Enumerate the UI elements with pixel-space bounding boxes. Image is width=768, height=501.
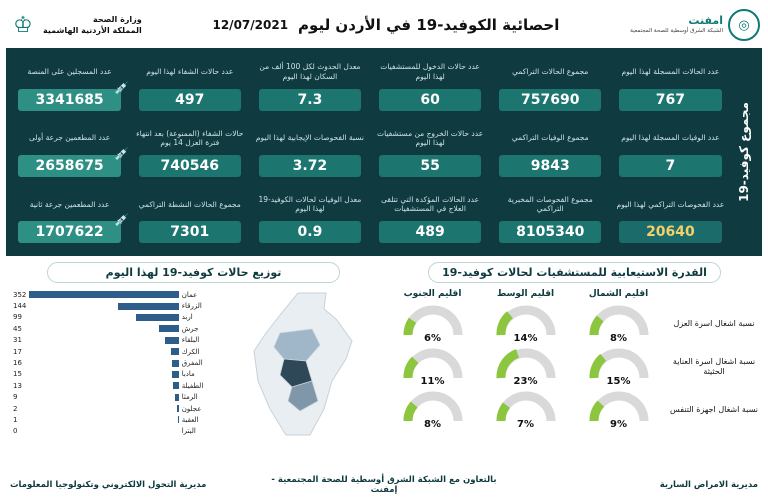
stat-value: 740546: [139, 155, 241, 177]
gauge-row-label-ventilators: نسبة اشغال اجهزة التنفس: [670, 404, 758, 414]
case-distribution-panel: [6, 262, 381, 462]
region-header-south: اقليم الجنوب: [403, 289, 462, 299]
stat-value: 60: [379, 89, 481, 111]
bar-row: [10, 323, 219, 334]
stat-label: مجموع الحالات النشطة التراكمي: [138, 199, 241, 209]
stat-cell: [252, 120, 367, 181]
jordan-map: [223, 289, 377, 439]
bar-value: 144: [13, 302, 27, 311]
region-header-north: اقليم الشمال: [588, 289, 649, 299]
bar-value: 31: [13, 336, 22, 345]
report-date: 12/07/2021: [212, 18, 289, 32]
bar-row: [10, 312, 219, 323]
gauge-middle-isolation: [480, 303, 571, 344]
gauge-arc: [588, 303, 650, 337]
gauge-value: 8%: [610, 333, 627, 344]
gauge-value: 9%: [610, 419, 627, 430]
bar-row: [10, 369, 219, 380]
stat-value: 2658675: [18, 155, 120, 177]
stat-value: 497: [139, 89, 241, 111]
bar-value: 2: [13, 404, 18, 413]
bar-value: 13: [13, 381, 22, 390]
stat-cell: [613, 54, 728, 115]
bottom-section: [6, 262, 762, 462]
stat-label: معدل الحدوث لكل 100 ألف من السكان لهذا اليوم: [259, 62, 361, 81]
stat-label: حالات الشفاء (الممنوعة) بعد انتهاء فترة العزل 14 يوم: [136, 128, 244, 147]
bar-row: [10, 403, 219, 414]
bar-value: 0: [13, 427, 18, 436]
stat-cell: [252, 187, 367, 248]
bar-label: البترا: [181, 427, 196, 436]
emphnet-logo-name: امفنت: [688, 14, 723, 28]
case-distribution-title: توزيع حالات كوفيد-19 لهذا اليوم: [47, 262, 340, 283]
stat-value: 8105340: [499, 221, 601, 243]
gauge-arc: [402, 303, 464, 337]
bar-value: 45: [13, 324, 22, 333]
bar-label: مادبا: [181, 370, 195, 379]
bar-chart: [10, 289, 219, 439]
stat-label: عدد حالات الدخول للمستشفيات لهذا اليوم: [380, 62, 480, 81]
stat-cell: [373, 187, 488, 248]
bar-row: [10, 414, 219, 425]
stat-value: 3341685: [18, 89, 120, 111]
stat-label: عدد الوفيات المسجلة لهذا اليوم: [621, 133, 720, 143]
gauge-south-icu: [387, 346, 478, 387]
stat-value: 1707622: [18, 221, 120, 243]
gauge-north-ventilators: [573, 389, 664, 430]
syringe-icon: 💉: [114, 213, 130, 228]
bar-row: [10, 357, 219, 368]
syringe-icon: 💉: [114, 80, 130, 95]
stat-cell: [493, 54, 608, 115]
kingdom-name: المملكة الأردنية الهاشمية: [43, 26, 142, 35]
gauge-arc: [495, 303, 557, 337]
stat-value: 489: [379, 221, 481, 243]
band-side-label: مجموع كوفيد-19: [737, 102, 751, 202]
stat-label: نسبة الفحوصات الإيجابية لهذا اليوم: [255, 133, 364, 143]
stat-value: 9843: [499, 155, 601, 177]
stat-cell-platform-registered: [12, 54, 130, 115]
gauge-south-isolation: [387, 303, 478, 344]
bar-label: عجلون: [181, 404, 202, 413]
stat-cell: [493, 120, 608, 181]
stat-cell: [373, 54, 488, 115]
crown-icon: ♔: [13, 12, 33, 38]
footer-center: بالتعاون مع الشبكة الشرق أوسطية للصحة المجتمعية - إمفنت: [271, 475, 497, 495]
gauge-arc: [495, 346, 557, 380]
stat-value: 7: [619, 155, 721, 177]
syringe-icon: 💉: [114, 146, 130, 161]
bar-label: جرش: [181, 324, 199, 333]
gauge-row-label-icu: نسبة اشغال اسرة العناية الحثيثة: [672, 356, 756, 376]
page-title: احصائية الكوفيد-19 في الأردن ليوم: [298, 16, 560, 34]
bar-value: 17: [13, 347, 22, 356]
bar-label: العقبة: [181, 415, 199, 424]
stat-cell: [613, 120, 728, 181]
stat-cell: [132, 187, 247, 248]
stat-value: 7301: [139, 221, 241, 243]
stat-label: عدد الحالات المؤكدة التي تتلقى العلاج في المستشفيات: [381, 194, 480, 214]
gauge-arc: [588, 389, 650, 423]
stat-value: 20640: [619, 221, 721, 243]
stat-cell-second-dose: [12, 187, 130, 248]
gauge-arc: [588, 346, 650, 380]
bar-label: المفرق: [181, 359, 203, 368]
stat-cell: [493, 187, 608, 248]
gauge-value: 7%: [517, 419, 534, 430]
jordan-map-svg: [240, 289, 360, 439]
bar-value: 15: [13, 370, 22, 379]
hospital-capacity-panel: [387, 262, 762, 462]
gauge-value: 11%: [420, 376, 445, 387]
bar-label: الرمثا: [181, 393, 198, 402]
bar-row: [10, 335, 219, 346]
bar-row: [10, 392, 219, 403]
stat-label: عدد المسجلين على المنصة: [27, 66, 112, 76]
gauge-value: 6%: [424, 333, 441, 344]
emphnet-logo-icon: ◎: [728, 9, 760, 41]
gauge-value: 8%: [424, 419, 441, 430]
stat-cell-first-dose: [12, 120, 130, 181]
bar-row: [10, 426, 219, 437]
footer-right: [509, 480, 758, 490]
bar-value: 352: [13, 290, 27, 299]
footer-right-text: الامراض السارية: [659, 480, 729, 490]
bar-row: [10, 289, 219, 300]
gauge-south-ventilators: [387, 389, 478, 430]
footer: [0, 471, 768, 501]
stat-value: 3.72: [259, 155, 361, 177]
bar-value: 9: [13, 393, 18, 402]
gauge-north-icu: [573, 346, 664, 387]
header: [0, 0, 768, 46]
stat-cell: [132, 54, 247, 115]
ministry-name: وزارة الصحة: [93, 14, 142, 24]
footer-left: مديرية التحول الالكتروني وتكنولوجيا المعلومات: [10, 480, 207, 490]
gauge-arc: [495, 389, 557, 423]
bar-row: [10, 346, 219, 357]
stat-label: مجموع الفحوصات المخبرية التراكمي: [507, 194, 593, 214]
stat-value: 55: [379, 155, 481, 177]
emphnet-logo-subtitle: الشبكة الشرق أوسطية للصحة المجتمعية: [630, 27, 723, 34]
stat-cell: [252, 54, 367, 115]
bar-value: 1: [13, 415, 18, 424]
gauge-middle-icu: [480, 346, 571, 387]
emphnet-logo: [630, 9, 760, 41]
stat-cell: [132, 120, 247, 181]
stat-label: عدد المطعمين جرعة ثانية: [29, 199, 110, 209]
bar-label: الطفيلة: [181, 381, 204, 390]
ministry-logo: [8, 10, 142, 40]
bar-label: اربد: [181, 313, 193, 322]
stat-label: عدد حالات الشفاء لهذا اليوم: [146, 66, 234, 76]
bar-label: البلقاء: [181, 336, 200, 345]
region-header-middle: اقليم الوسط: [496, 289, 555, 299]
gauge-arc: [402, 346, 464, 380]
bar-row: [10, 380, 219, 391]
stat-cell: [613, 187, 728, 248]
gauge-value: 15%: [606, 376, 631, 387]
stat-label: معدل الوفيات لحالات الكوفيد-19 لهذا اليوم: [258, 194, 362, 214]
bar-label: الكرك: [181, 347, 200, 356]
stat-cell: [373, 120, 488, 181]
hospital-capacity-title: القدرة الاستيعابية للمستشفيات لحالات كوفيد-19: [428, 262, 721, 283]
stat-label: مجموع الوفيات التراكمي: [511, 133, 589, 143]
gauge-value: 23%: [513, 376, 538, 387]
stat-label: عدد الحالات المسجلة لهذا اليوم: [621, 66, 720, 76]
bar-label: الزرقاء: [181, 302, 202, 311]
stat-value: 0.9: [259, 221, 361, 243]
stat-label: مجموع الحالات التراكمي: [512, 66, 589, 76]
bar-row: [10, 300, 219, 311]
stat-label: عدد الفحوصات التراكمي لهذا اليوم: [616, 199, 725, 209]
statistics-band: [6, 48, 762, 256]
stat-value: 767: [619, 89, 721, 111]
gauge-grid: [387, 289, 762, 430]
gauge-arc: [402, 389, 464, 423]
stat-label: عدد المطعمين جرعة أولى: [29, 133, 111, 143]
stat-value: 757690: [499, 89, 601, 111]
bar-label: عمان: [181, 290, 198, 299]
case-distribution-chart: [6, 289, 381, 439]
statistics-grid: [12, 54, 728, 248]
footer-right-prefix: مديرية: [731, 480, 758, 490]
gauge-value: 14%: [513, 333, 538, 344]
bar-value: 99: [13, 313, 22, 322]
gauge-middle-ventilators: [480, 389, 571, 430]
gauge-north-isolation: [573, 303, 664, 344]
gauge-row-label-isolation: نسبة اشغال اسرة العزل: [673, 318, 755, 328]
stat-value: 7.3: [259, 89, 361, 111]
stat-label: عدد حالات الخروج من مستشفيات لهذا اليوم: [377, 128, 484, 147]
bar-value: 16: [13, 359, 22, 368]
